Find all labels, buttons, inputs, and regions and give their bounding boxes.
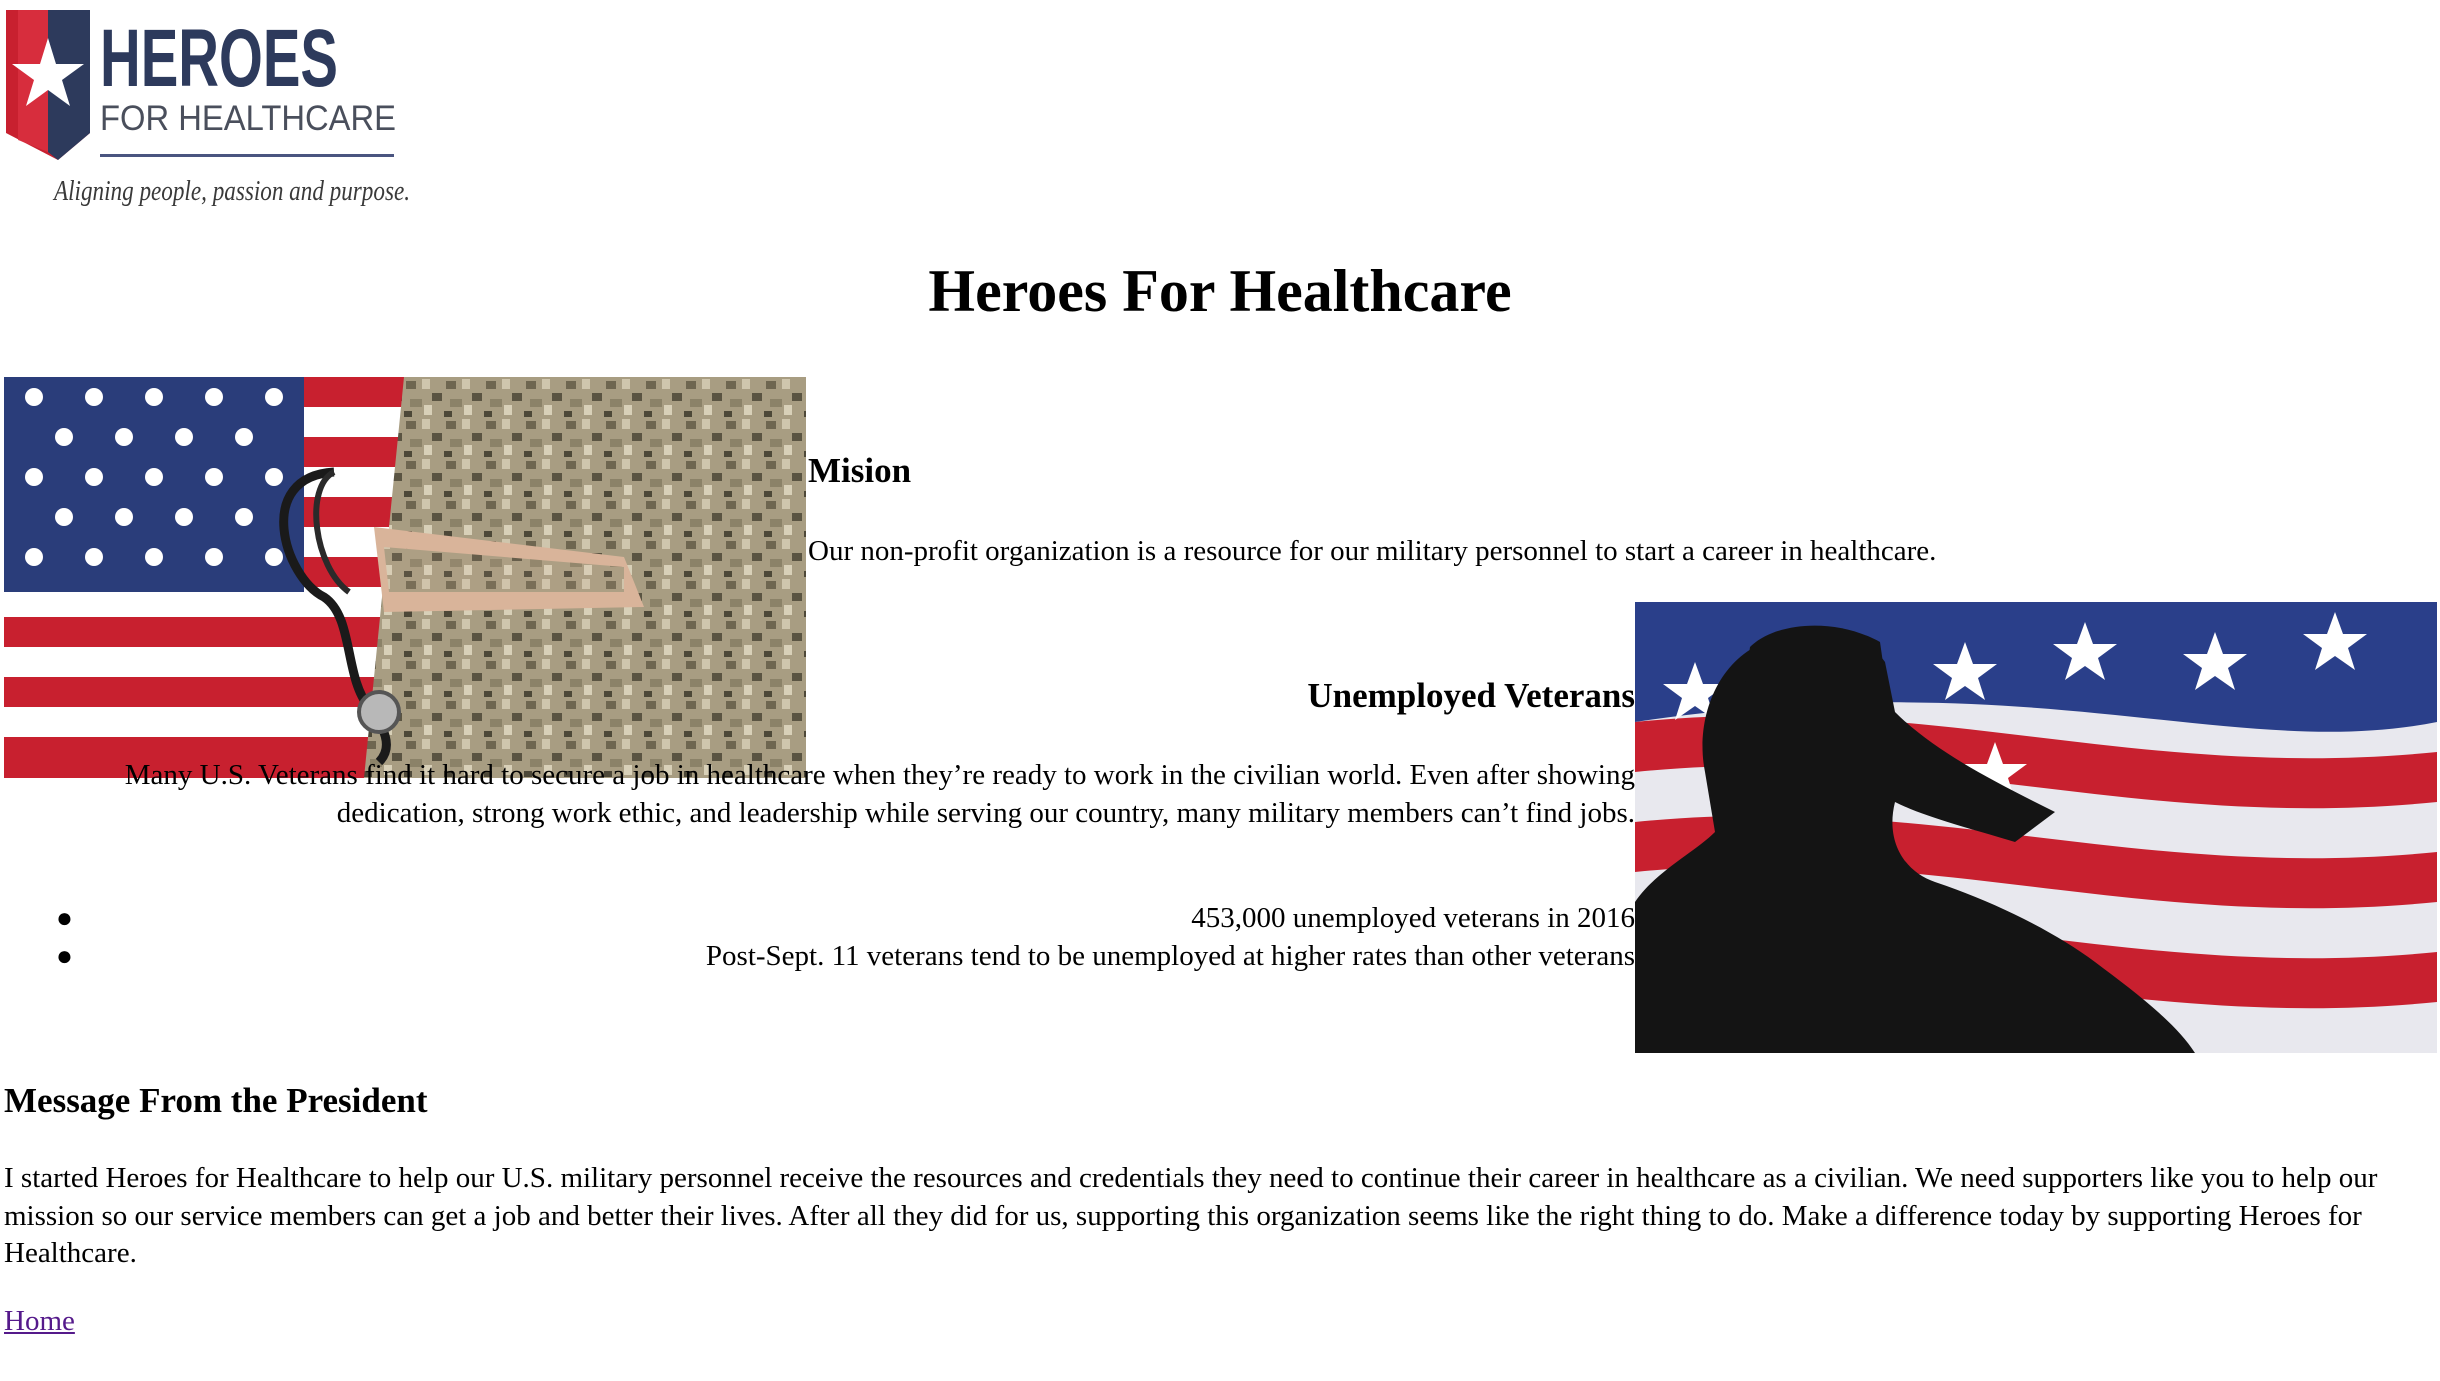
home-link[interactable]: Home [4, 1305, 75, 1337]
president-message-text: I started Heroes for Healthcare to help our U.S. military personnel receive the resources and credentials they need to continue their career in healthcare as a civilian. We need supporters like you to help our mission so our service members can get a job and better their lives. After all they did for us, supporting this organization seems like the right thing to do. Make a difference today by supporting Heroes for Healthcare. [4, 1162, 2378, 1269]
veteran-stats-list [0, 900, 1635, 975]
unemployed-veterans-text: Many U.S. Veterans find it hard to secure a job in healthcare when they’re ready to work in the civilian world. Even after showing dedication, strong work ethic, and leadership while serving our country, many military members can’t find jobs. [124, 759, 1635, 829]
svg-text:Aligning people, passion and p: Aligning people, passion and purpose. [52, 176, 411, 207]
soldier-flag-image [4, 377, 806, 778]
svg-text:FOR HEALTHCARE: FOR HEALTHCARE [100, 99, 396, 138]
stat-text: 453,000 unemployed veterans in 2016 [1191, 902, 1635, 934]
stat-text: Post-Sept. 11 veterans tend to be unemployed at higher rates than other veterans [705, 939, 1635, 972]
unemployed-veterans-heading: Unemployed Veterans [1307, 676, 1635, 715]
saluting-soldier-image [1635, 602, 2437, 1053]
svg-text:HEROES: HEROES [100, 13, 338, 104]
page-title: Heroes For Healthcare [928, 258, 1512, 324]
mission-heading: Mision [808, 451, 912, 490]
mission-text: Our non-profit organization is a resource for our military personnel to start a career in healthcare. [808, 535, 1937, 567]
president-message-heading: Message From the President [4, 1081, 428, 1120]
list-item [56, 900, 1635, 938]
heroes-logo [4, 8, 412, 213]
list-item [56, 938, 1635, 976]
bullet-icon: ● [56, 940, 73, 972]
bullet-icon: ● [56, 903, 73, 934]
